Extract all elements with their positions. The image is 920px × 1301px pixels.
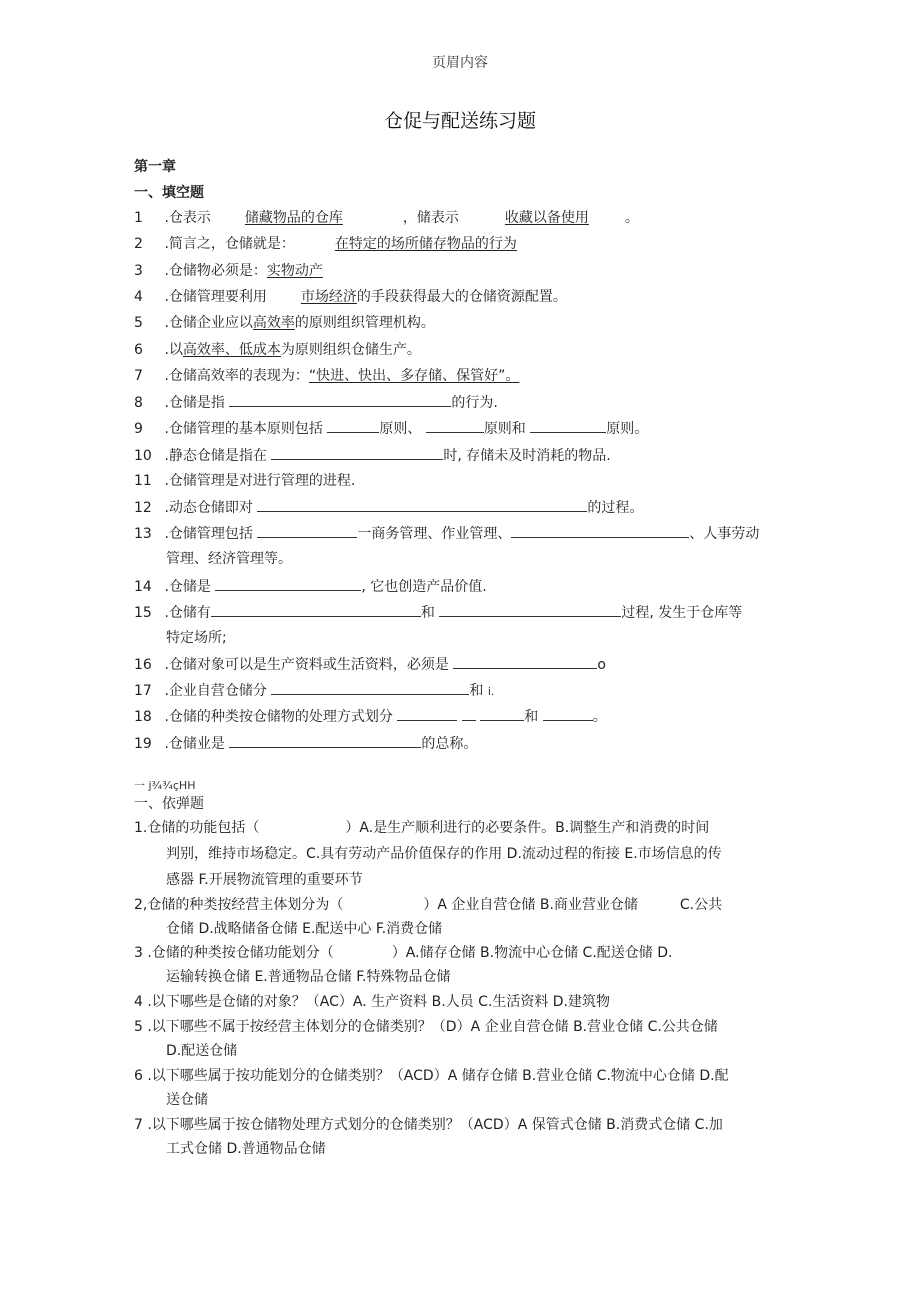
fill-question-11 (134, 472, 355, 490)
question-text: .企业自营仓储分 (160, 683, 267, 699)
question-text: .仓储企业应以 (160, 315, 253, 331)
question-text: .仓储是指 (160, 395, 225, 411)
question-text: 的原则组织管理机构。 (294, 315, 435, 331)
question-text: 和 (469, 683, 484, 699)
fill-question-15-cont: 特定场所; (166, 630, 227, 646)
answer-blank (327, 419, 379, 433)
multi-question-1-line-2: 判别，维持市场稳定。C.具有劳动产品价值保存的作用 D.流动过程的衔接 E.市场信息的传 (166, 846, 722, 862)
multi-question-3 (134, 944, 672, 962)
question-number: 10 (134, 448, 152, 464)
answer-text: 高效率、低成本 (182, 342, 281, 358)
question-text: .仓储物必须是： (160, 263, 267, 279)
answer-text: 实物动产 (266, 263, 323, 279)
answer-text: 在特定的场所储存物品的行为 (334, 236, 517, 252)
answer-text: 储藏物品的仓库 (244, 210, 343, 226)
question-text: 3 .仓储的种类按仓储功能划分（ (134, 945, 334, 961)
answer-blank (530, 419, 606, 433)
answer-blank (426, 419, 484, 433)
multi-question-4: 4 .以下哪些是仓储的对象？（AC）A. 生产资料 B.人员 C.生活资料 D.建筑物 (134, 994, 611, 1010)
question-number: 3 (134, 263, 143, 279)
answer-text: “快进、快出、多存储、保管好”。 (308, 368, 520, 384)
multi-question-1-line-3: 感器 F.开展物流管理的重要环节 (166, 872, 363, 888)
question-number: 13 (134, 526, 152, 542)
fill-question-9 (134, 419, 648, 438)
question-number: 2 (134, 236, 143, 252)
question-text: 和 (420, 605, 435, 621)
multi-question-2 (134, 896, 722, 914)
question-number: 19 (134, 736, 152, 752)
answer-text: 市场经济 (300, 289, 357, 305)
answer-blank (271, 446, 443, 460)
answer-blank (462, 707, 476, 721)
fill-question-19 (134, 734, 477, 753)
fill-question-10 (134, 446, 611, 465)
question-text: .仓储是 (160, 579, 211, 595)
question-number: 15 (134, 605, 152, 621)
question-text: 为原则组织仓储生产。 (280, 342, 421, 358)
document-title: 仓促与配送练习题 (383, 110, 536, 132)
fill-question-3 (134, 262, 323, 280)
question-number: 12 (134, 500, 152, 516)
question-text: .仓储对象可以是生产资料或生活资料，必须是 (160, 657, 449, 673)
question-number: 1 (134, 210, 143, 226)
garbled-heading: 一 j¾¾çHH (134, 779, 196, 792)
question-text: o (597, 657, 606, 673)
fill-question-13-cont: 管理、经济管理等。 (166, 551, 292, 567)
multi-question-6-line-2: 送仓储 (166, 1092, 208, 1108)
question-text: ）A.是生产顺利进行的必要条件。B.调整生产和消费的时间 (345, 820, 710, 836)
question-text: .仓储管理要利用 (160, 289, 267, 305)
answer-blank (257, 498, 587, 512)
fill-question-14 (134, 577, 487, 596)
question-text: .仓表示 (160, 210, 211, 226)
multi-question-7: 7 .以下哪些属于按仓储物处理方式划分的仓储类别？（ACD）A 保管式仓储 B.消费式仓储 C.加 (134, 1117, 723, 1133)
answer-blank (439, 603, 621, 617)
answer-blank (215, 577, 361, 591)
question-text: i. (487, 685, 495, 698)
question-text: .动态仓储即对 (160, 500, 253, 516)
fill-question-4 (134, 288, 567, 306)
question-text: 原则、 (379, 421, 422, 437)
fill-question-15 (134, 603, 742, 622)
question-text: .以 (160, 342, 183, 358)
multi-question-3-line-2: 运输转换仓储 E.普通物品仓储 F.特殊物品仓储 (166, 969, 451, 985)
chapter-heading: 第一章 (134, 159, 176, 175)
answer-blank (453, 655, 597, 669)
question-text: 。 (624, 210, 639, 226)
fill-question-13 (134, 524, 759, 543)
question-text: 过程, 发生于仓库等 (621, 605, 743, 621)
question-text: .仓储有 (160, 605, 211, 621)
question-text: 的行为. (451, 395, 498, 411)
question-text: ，储表示 (402, 210, 459, 226)
question-text: , 它也创造产品价值. (361, 579, 487, 595)
answer-blank (229, 393, 451, 407)
multi-question-5: 5 .以下哪些不属于按经营主体划分的仓储类别？（D）A 企业自营仓储 B.营业仓储 C.公共仓储 (134, 1019, 718, 1035)
question-text: 时, 存储未及时消耗的物品. (443, 448, 611, 464)
answer-blank (397, 707, 457, 721)
answer-blank (543, 707, 593, 721)
fill-question-8 (134, 393, 498, 412)
question-text: 、人事劳动 (689, 526, 760, 542)
question-text: .仓储业是 (160, 736, 225, 752)
question-text: 2,仓储的种类按经营主体划分为（ (134, 897, 344, 913)
question-number: 4 (134, 289, 143, 305)
question-number: 17 (134, 683, 152, 699)
question-text: C.公共 (679, 897, 723, 913)
fill-question-6 (134, 341, 421, 359)
multi-question-5-line-2: D.配送仓储 (166, 1043, 238, 1059)
multi-question-1 (134, 819, 709, 837)
multi-question-2-line-2: 仓储 D.战略储备仓储 E.配送中心 F.消费仓储 (166, 921, 443, 937)
question-text: 的手段获得最大的仓储资源配置。 (356, 289, 567, 305)
question-text: 。 (592, 709, 607, 725)
fill-question-17 (134, 681, 494, 701)
question-text: 和 (524, 709, 539, 725)
question-text: 一商务管理、作业管理、 (357, 526, 512, 542)
fill-question-7 (134, 367, 519, 385)
section-multi-heading: 一、依弹题 (134, 796, 204, 812)
question-number: 7 (134, 368, 143, 384)
question-number: 8 (134, 395, 143, 411)
answer-blank (480, 707, 524, 721)
answer-blank (511, 524, 689, 538)
question-number: 5 (134, 315, 143, 331)
question-text: 原则。 (606, 421, 649, 437)
question-text: .简言之，仓储就是： (160, 236, 295, 252)
multi-question-7-line-2: 工式仓储 D.普通物品仓储 (166, 1141, 326, 1157)
fill-question-16 (134, 655, 606, 674)
question-number: 16 (134, 657, 152, 673)
question-text: ）A 企业自营仓储 B.商业营业仓储 (423, 897, 638, 913)
question-text: .仓储管理是对进行管理的进程. (160, 473, 356, 489)
answer-blank (257, 524, 357, 538)
question-number: 11 (134, 473, 152, 489)
question-number: 6 (134, 342, 143, 358)
question-text: 的总称。 (421, 736, 478, 752)
answer-text: 收藏以备使用 (504, 210, 589, 226)
question-text: .仓储管理包括 (160, 526, 253, 542)
question-text: 1.仓储的功能包括（ (134, 820, 260, 836)
question-text: .仓储管理的基本原则包括 (160, 421, 323, 437)
fill-question-2 (134, 235, 517, 253)
fill-question-18 (134, 707, 607, 726)
multi-question-6: 6 .以下哪些属于按功能划分的仓储类别？（ACD）A 储存仓储 B.营业仓储 C.物流中心仓储 D.配 (134, 1068, 729, 1084)
answer-blank (229, 734, 421, 748)
question-text: .仓储高效率的表现为： (160, 368, 309, 384)
section-fill-heading: 一、填空题 (134, 185, 204, 201)
question-number: 18 (134, 709, 152, 725)
answer-blank (271, 681, 469, 695)
question-text: 的过程。 (587, 500, 644, 516)
question-number: 9 (134, 421, 143, 437)
question-text: .仓储的种类按仓储物的处理方式划分 (160, 709, 393, 725)
fill-question-12 (134, 498, 643, 517)
fill-question-5 (134, 314, 435, 332)
question-number: 14 (134, 579, 152, 595)
question-text: 原则和 (483, 421, 526, 437)
answer-blank (211, 603, 421, 617)
question-text: ）A.储存仓储 B.物流中心仓储 C.配送仓储 D. (391, 945, 673, 961)
question-text: .静态仓储是指在 (160, 448, 267, 464)
page-header: 页眉内容 (432, 55, 488, 71)
fill-question-1 (134, 209, 639, 227)
answer-text: 高效率 (252, 315, 295, 331)
